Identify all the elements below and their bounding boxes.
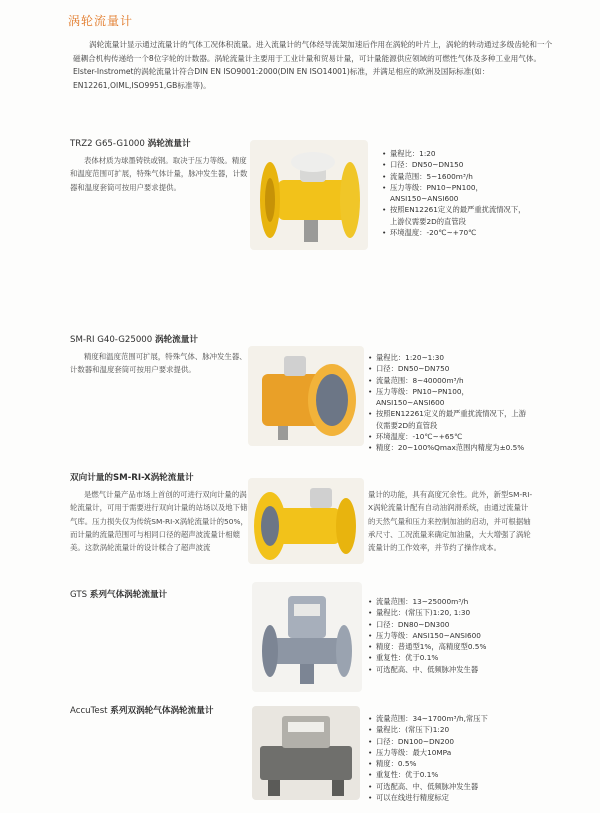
spec-item: • 精度：20~100%Qmax范围内精度为±0.5% bbox=[368, 442, 533, 453]
spec-item: • 量程比：1:20 bbox=[382, 148, 532, 159]
spec-item: • 流量范围：34~1700m³/h,常压下 bbox=[368, 713, 533, 724]
intro-paragraph: 涡轮流量计显示通过流量计的气体工况体积流量。进入流量计的气体经导流架加速后作用在涡轮的叶片上，涡轮的转动通过多级齿轮和一个磁耦合机构传递给一个8位字轮的计数器。涡轮流量计主要用于工业计量和贸易计量，可计量能源供应领域的可燃性气体及多种工业用气体。Elster-Instromet的涡轮流量计符合DIN EN ISO9001:2000(DIN EN ISO14001)标准，并满足相应的欧洲及国际标准(如：EN12261,OIML,ISO9951,GB标准等)。 bbox=[73, 40, 553, 90]
spec-item: • 环境温度：-10℃~+65℃ bbox=[368, 431, 533, 442]
product-description-smrix-right: 量计的功能，具有高度冗余性。此外，新型SM-RI-X涡轮流量计配有自动油润滑系统，由通过流量计的天然气量和压力来控制加油的启动，并可根据轴承尺寸、工况流量来确定加油量，大大增强了涡轮流量计的工作效率，并节约了操作成本。 bbox=[368, 490, 533, 553]
specs-list-smri bbox=[368, 352, 533, 454]
smri-meter-image bbox=[248, 346, 364, 446]
specs-list-accutest bbox=[368, 713, 533, 803]
product-title-accutest bbox=[70, 704, 213, 716]
spec-item: • 重复性：优于0.1% bbox=[368, 652, 533, 663]
spec-item: • 按照EN12261定义的最严重扰流情况下，上游仪需要2D的直管段 bbox=[382, 204, 532, 227]
spec-item: • 可以在线进行精度标定 bbox=[368, 792, 533, 803]
product-title-bold: 双向计量的SM-RI-X涡轮流量计 bbox=[70, 473, 194, 483]
product-title-bold: 系列气体涡轮流量计 bbox=[89, 590, 168, 600]
spec-item: • 重复性：优于0.1% bbox=[368, 769, 533, 780]
spec-item: • 精度：普通型1%，高精度型0.5% bbox=[368, 641, 533, 652]
spec-item: • 按照EN12261定义的最严重扰流情况下，上游仪需要2D的直管段 bbox=[368, 408, 533, 431]
product-title-prefix: AccuTest bbox=[70, 706, 111, 716]
spec-item: • 口径：DN80~DN300 bbox=[368, 619, 533, 630]
spec-item: • 精度：0.5% bbox=[368, 758, 533, 769]
product-title-prefix: GTS bbox=[70, 590, 90, 600]
product-title-gts bbox=[70, 588, 167, 600]
spec-item: • 压力等级：PN10~PN100，ANSI150~ANSI600 bbox=[368, 386, 533, 409]
product-title-smrix bbox=[70, 471, 194, 483]
spec-item: • 量程比：(常压下)1:20 bbox=[368, 724, 533, 735]
trz2-meter-image bbox=[250, 140, 368, 250]
product-description-trz2: 表体材质为球墨铸铁或钢。取决于压力等级。精度和温度范围可扩展，特殊气体计量，脉冲发生器，计数器和温度套筒可按用户要求提供。 bbox=[70, 156, 248, 192]
product-description-smrix-left: 是燃气计量产品市场上首创的可进行双向计量的涡轮流量计，可用于需要进行双向计量的站场以及地下储气库。压力损失仅为传统SM-RI-X涡轮流量计的50%，而计量的流量范围可与相同口径的超声波流量计相媲美。这款涡轮流量计的设计糅合了超声波流 bbox=[70, 490, 248, 553]
specs-list-gts bbox=[368, 596, 533, 675]
spec-item: • 可选配高、中、低频脉冲发生器 bbox=[368, 781, 533, 792]
spec-item: • 压力等级：最大10MPa bbox=[368, 747, 533, 758]
specs-list-trz2 bbox=[382, 148, 532, 238]
smrix-meter-image bbox=[248, 478, 364, 564]
spec-item: • 流量范围：5~1600m³/h bbox=[382, 171, 532, 182]
product-title-bold: 涡轮流量计 bbox=[147, 139, 191, 149]
spec-item: • 可选配高、中、低频脉冲发生器 bbox=[368, 664, 533, 675]
spec-item: • 量程比：1:20~1:30 bbox=[368, 352, 533, 363]
spec-item: • 环境温度：-20℃~+70℃ bbox=[382, 227, 532, 238]
product-title-trz2 bbox=[70, 137, 191, 149]
spec-item: • 流量范围：13~25000m³/h bbox=[368, 596, 533, 607]
product-title-bold: 涡轮流量计 bbox=[154, 335, 198, 345]
spec-item: • 压力等级：PN10~PN100，ANSI150~ANSI600 bbox=[382, 182, 532, 205]
spec-item: • 口径：DN50~DN150 bbox=[382, 159, 532, 170]
product-title-bold: 系列双涡轮气体涡轮流量计 bbox=[110, 706, 214, 716]
product-description-smri: 精度和温度范围可扩展，特殊气体、脉冲发生器、计数器和温度套筒可按用户要求提供。 bbox=[70, 352, 247, 375]
product-title-smri bbox=[70, 333, 198, 345]
product-title-prefix: TRZ2 G65-G1000 bbox=[70, 139, 148, 149]
page-title: 涡轮流量计 bbox=[68, 14, 134, 28]
product-title-prefix: SM-RI G40-G25000 bbox=[70, 335, 155, 345]
spec-item: • 流量范围：8~40000m³/h bbox=[368, 375, 533, 386]
accutest-meter-image bbox=[252, 706, 360, 800]
spec-item: • 口径：DN100~DN200 bbox=[368, 736, 533, 747]
spec-item: • 口径：DN50~DN750 bbox=[368, 363, 533, 374]
spec-item: • 压力等级：ANSI150~ANSI600 bbox=[368, 630, 533, 641]
gts-meter-image bbox=[252, 582, 362, 692]
spec-item: • 量程比：(常压下)1:20, 1:30 bbox=[368, 607, 533, 618]
